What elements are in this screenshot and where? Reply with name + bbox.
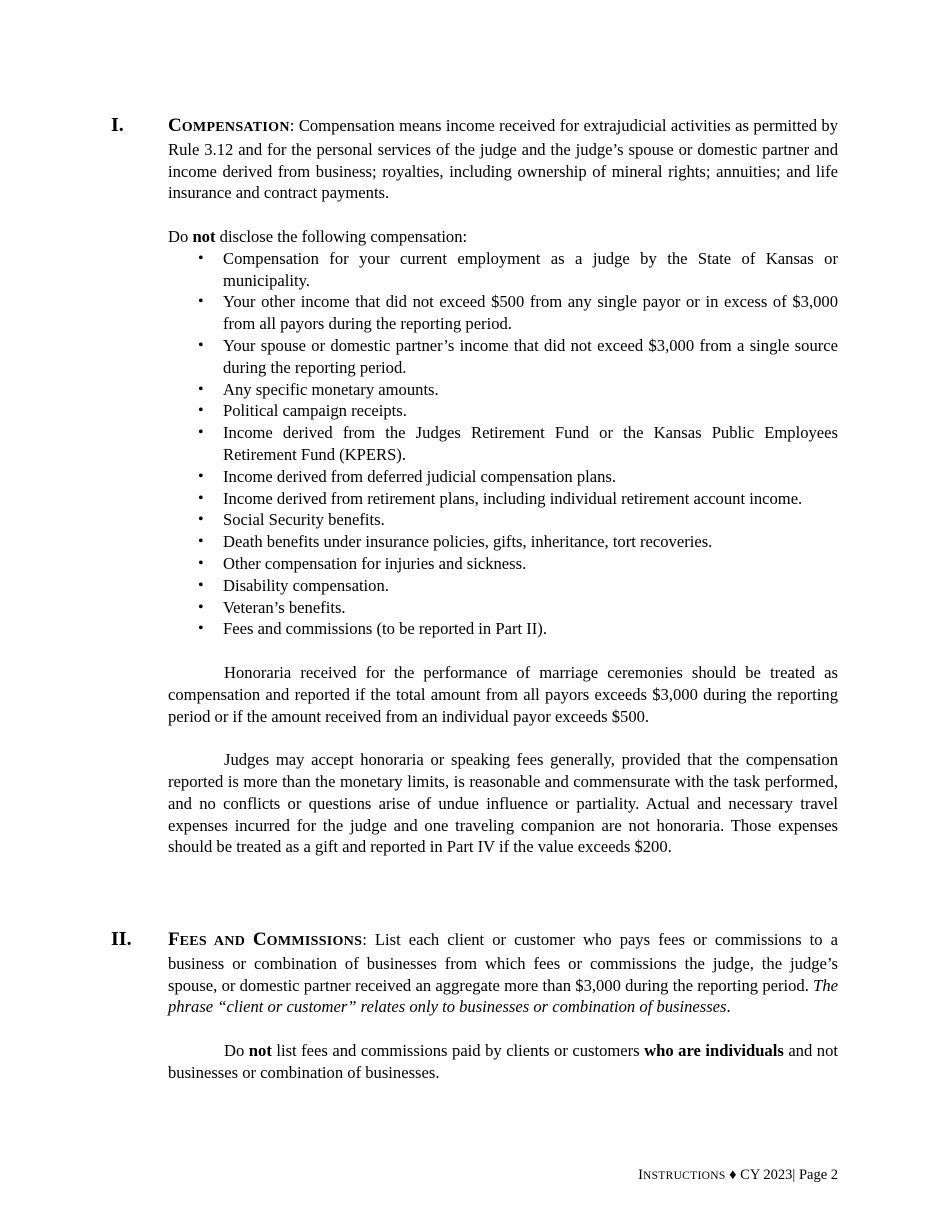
bullet-icon: •	[198, 336, 204, 354]
bullet-icon: •	[198, 511, 204, 529]
bullet-icon: •	[198, 576, 204, 594]
list-item	[168, 335, 838, 379]
list-item	[168, 291, 838, 335]
list-item-text: Fees and commissions (to be reported in Part II).	[223, 619, 547, 639]
footer-year: CY 2023	[740, 1167, 793, 1183]
page-number: Page 2	[798, 1167, 838, 1183]
list-item-text: Any specific monetary amounts.	[223, 379, 439, 399]
fees-definition: FEES AND COMMISSIONS: List each client or customer who pays fees or commissions to a business or combination of businesses from which fees or commissions the judge, the judge’s spouse, or domestic partner received an aggregate more than $3,000 during the reporting period. The phrase “client or customer” relates only to businesses or combination of businesses.	[168, 929, 838, 1017]
emphasis-not: not	[192, 226, 216, 246]
list-item	[168, 618, 838, 640]
list-item	[168, 575, 838, 597]
list-item	[168, 597, 838, 619]
list-item-text: Veteran’s benefits.	[223, 597, 346, 617]
list-item	[168, 379, 838, 401]
list-item-text: Disability compensation.	[223, 575, 389, 595]
italic-note: The phrase “client or customer” relates only to businesses or combination of businesses	[168, 975, 838, 1017]
list-item	[168, 466, 838, 488]
section-body	[168, 929, 838, 1084]
excluded-compensation-list	[168, 248, 838, 640]
list-item	[168, 488, 838, 510]
honoraria-paragraph: Honoraria received for the performance of marriage ceremonies should be treated as compensation and reported if the total amount from all payors exceeds $3,000 during the reporting period or if the amount received from an individual payor exceeds $500.	[168, 662, 838, 726]
do-not-list-paragraph: Do not list fees and commissions paid by clients or customers who are individuals and not businesses or combination of businesses.	[168, 1040, 838, 1082]
judges-honoraria-paragraph: Judges may accept honoraria or speaking fees generally, provided that the compensation reported is more than the monetary limits, is reasonable and commensurate with the task performed, and no conflicts or questions arise of undue influence or partiality. Actual and necessary travel expenses incurred for the judge and one traveling companion are not honoraria. Those expenses should be treated as a gift and reported in Part IV if the value exceeds $200.	[168, 750, 838, 857]
list-item-text: Income derived from the Judges Retirement Fund or the Kansas Public Employees Retirement Fund (KPERS).	[223, 423, 838, 464]
intro-text: : Compensation means income received for extrajudicial activities as permitted by Rule 3.12 and for the personal services of the judge and the judge’s spouse or domestic partner and income derived from business; royalties, including ownership of mineral rights; annuities; and life insurance and contract payments.	[168, 116, 838, 203]
heading-rest: OMPENSATION	[181, 120, 290, 135]
section-numeral: I.	[111, 114, 124, 136]
bullet-icon: •	[198, 489, 204, 507]
list-item	[168, 422, 838, 466]
list-item	[168, 553, 838, 575]
bullet-icon: •	[198, 402, 204, 420]
do-not-disclose-line: Do not disclose the following compensation:	[168, 226, 468, 246]
list-item-text: Political campaign receipts.	[223, 401, 407, 421]
bullet-icon: •	[198, 293, 204, 311]
bullet-icon: •	[198, 380, 204, 398]
list-item-text: Death benefits under insurance policies, gifts, inheritance, tort recoveries.	[223, 532, 713, 552]
list-item-text: Compensation for your current employment as a judge by the State of Kansas or municipality.	[223, 248, 838, 290]
bullet-icon: •	[198, 620, 204, 638]
list-item-text: Other compensation for injuries and sickness.	[223, 553, 527, 573]
list-item	[168, 248, 838, 292]
bullet-icon: •	[198, 249, 204, 267]
page-footer: INSTRUCTIONS ♦ CY 2023| Page 2	[638, 1167, 838, 1183]
bullet-icon: •	[198, 533, 204, 551]
bullet-icon: •	[198, 467, 204, 485]
bullet-icon: •	[198, 598, 204, 616]
bullet-icon: •	[198, 554, 204, 572]
list-item-text: Your spouse or domestic partner’s income that did not exceed $3,000 from a single source during the reporting period.	[223, 335, 838, 377]
section-numeral: II.	[111, 928, 132, 950]
diamond-icon: ♦	[725, 1167, 741, 1183]
compensation-definition	[168, 115, 838, 204]
list-item-text: Your other income that did not exceed $500 from any single payor or in excess of $3,000 from all payors during the reporting period.	[223, 292, 838, 334]
heading-initial: C	[168, 115, 182, 136]
section-body	[168, 115, 838, 858]
list-item-text: Social Security benefits.	[223, 510, 385, 530]
bullet-icon: •	[198, 424, 204, 442]
list-item	[168, 531, 838, 553]
list-item	[168, 400, 838, 422]
list-item-text: Income derived from retirement plans, including individual retirement account income.	[223, 488, 803, 508]
list-item-text: Income derived from deferred judicial compensation plans.	[223, 466, 617, 486]
list-item	[168, 509, 838, 531]
